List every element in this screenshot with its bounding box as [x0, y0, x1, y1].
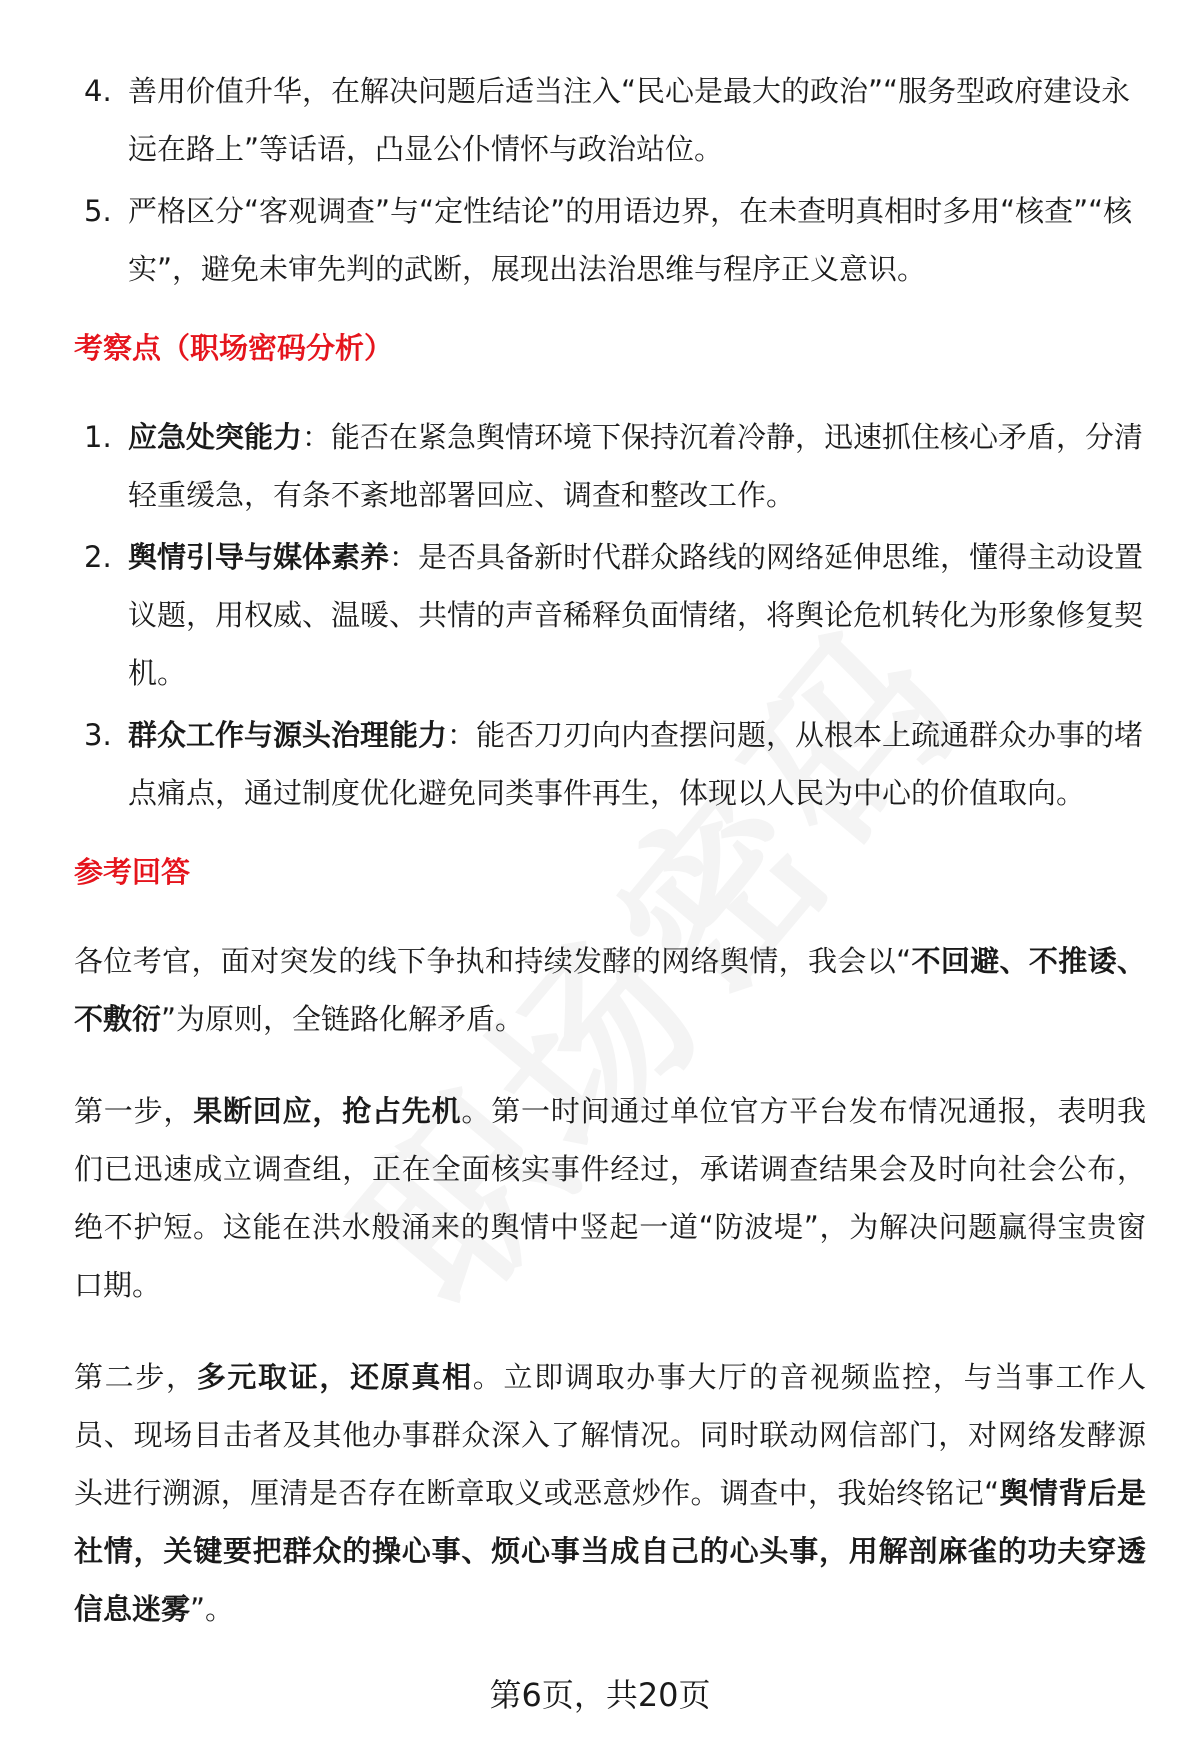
emphasis-text: 不回避、不推诿、不敷衍: [74, 944, 1146, 1036]
point-label: 应急处突能力: [128, 420, 303, 454]
point-text: ：能否在紧急舆情环境下保持沉着冷静，迅速抓住核心矛盾，分清轻重缓急，有条不紊地部署回应、调查和整改工作。: [128, 420, 1144, 512]
answer-paragraph-step2: [74, 1348, 1146, 1638]
emphasis-text: 果断回应，抢占先机: [193, 1094, 462, 1128]
list-number: 5.: [84, 194, 112, 228]
answer-paragraph-step1: [74, 1082, 1146, 1314]
list-item: [74, 408, 1146, 524]
list-number: 2.: [84, 540, 112, 574]
points-list: [74, 408, 1146, 822]
list-number: 1.: [84, 420, 112, 454]
text-run: 第二步，: [74, 1360, 197, 1394]
text-run: 第一步，: [74, 1094, 194, 1128]
point-label: 舆情引导与媒体素养: [128, 540, 390, 574]
emphasis-text: 多元取证，还原真相: [196, 1360, 473, 1394]
point-text: ：能否刀刃向内查摆问题，从根本上疏通群众办事的堵点痛点，通过制度优化避免同类事件再生，体现以人民为中心的价值取向。: [128, 718, 1144, 810]
list-number: 3.: [84, 718, 112, 752]
text-run: ”。: [190, 1592, 235, 1626]
list-item: [74, 706, 1146, 822]
list-item: [74, 528, 1146, 702]
section-heading-points: 考察点（职场密码分析）: [74, 331, 394, 365]
page-footer: 第6页，共20页: [489, 1676, 711, 1714]
text-run: 。第一时间通过单位官方平台发布情况通报，表明我们已迅速成立调查组，正在全面核实事件经过，承诺调查结果会及时向社会公布，绝不护短。这能在洪水般涌来的舆情中竖起一道“防波堤”，为解决问题赢得宝贵窗口期。: [74, 1094, 1146, 1302]
emphasis-text: 舆情背后是社情，关键要把群众的操心事、烦心事当成自己的心头事，用解剖麻雀的功夫穿透信息迷雾: [74, 1476, 1146, 1626]
point-label: 群众工作与源头治理能力: [128, 718, 448, 752]
answer-paragraph-intro: [74, 932, 1146, 1048]
list-item-text: 善用价值升华，在解决问题后适当注入“民心是最大的政治”“服务型政府建设永远在路上”等话语，凸显公仆情怀与政治站位。: [128, 74, 1131, 166]
section-heading-answer: 参考回答: [74, 855, 191, 889]
list-item-text: 严格区分“客观调查”与“定性结论”的用语边界，在未查明真相时多用“核查”“核实”，避免未审先判的武断，展现出法治思维与程序正义意识。: [128, 194, 1133, 286]
tips-list: [74, 62, 1146, 298]
document-page: [74, 62, 1146, 1672]
text-run: 。立即调取办事大厅的音视频监控，与当事工作人员、现场目击者及其他办事群众深入了解情况。同时联动网信部门，对网络发酵源头进行溯源，厘清是否存在断章取义或恶意炒作。调查中，我始终铭记“: [74, 1360, 1146, 1510]
list-item: [74, 62, 1146, 178]
text-run: 各位考官，面对突发的线下争执和持续发酵的网络舆情，我会以“: [74, 944, 912, 978]
list-item: [74, 182, 1146, 298]
list-number: 4.: [84, 74, 112, 108]
point-text: ：是否具备新时代群众路线的网络延伸思维，懂得主动设置议题，用权威、温暖、共情的声音稀释负面情绪，将舆论危机转化为形象修复契机。: [128, 540, 1144, 690]
text-run: ”为原则，全链路化解矛盾。: [161, 1002, 525, 1036]
